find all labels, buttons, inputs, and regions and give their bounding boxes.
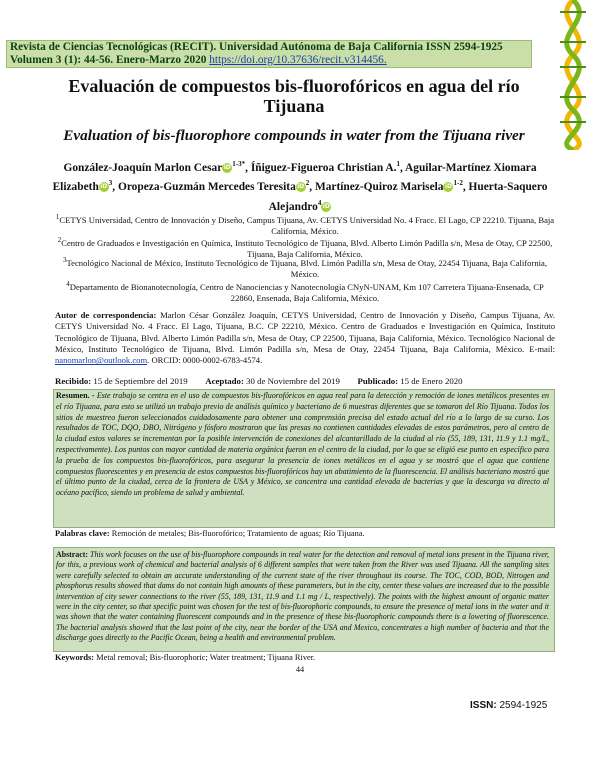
- email-link[interactable]: nanomarlon@outlook.com: [55, 355, 148, 366]
- author-3: , Aguilar-Martínez Xiomara Elizabeth: [52, 161, 537, 194]
- journal-header-line1: Revista de Ciencias Tecnológicas (RECIT). Universidad Autónoma de Baja California ISSN 2594-1925: [10, 41, 503, 53]
- dates-line: [55, 376, 555, 386]
- received-date: 15 de Septiembre del 2019: [91, 376, 188, 386]
- issn-value: 2594-1925: [496, 700, 548, 711]
- abstract-body: This work focuses on the use of bis-fluorophore compounds in real water for the detection and removal of metal ions present in the Tijuana river, for this, a previous work of chemical and bacterial analysis of 6 different samples that were taken from the River was used Tijuana. All the sampling sites were carefully selected to obtain an accurate understanding of the current state of the river throughout its course. The TOC, COD, BOD, Nitrogen and phosphorus results showed that dams do not contain high amounts of these parameters, but in the city, center these values are increased due to the possible intervention of city sewer connections to the river (55, 189, 131, 11.9 and 1.1 mg / L, respectively). The points with the highest amount of organic matter were in the city center, so that specific point was chosen for the test of bis-fluorophoric compounds, to ensure the presence of metal ions in the water and it was shown that the water containing fluorescent compounds and in the presence of these bis-fluorophoric compounds there is a lowering of fluorescence. The bacterial analysis showed that the last point of the city, near the border of the USA and Mexico, concentrates a high number of bacteria and that the discharge goes directly to the Pacific Ocean, being a health and environmental problem.: [56, 550, 549, 643]
- paper-subtitle: Evaluation of bis-fluorophore compounds in water from the Tijuana river: [63, 127, 525, 144]
- page-number: 44: [295, 665, 305, 674]
- accepted-date: 30 de Noviembre del 2019: [243, 376, 340, 386]
- affiliation-4: [55, 279, 555, 304]
- resumen-text: [56, 391, 549, 499]
- received-label: Recibido:: [55, 376, 92, 386]
- author-5: , Martínez-Quiroz Marisela: [309, 181, 444, 194]
- orcid-icon[interactable]: iD: [322, 202, 330, 210]
- affiliation-sup: 2: [57, 236, 62, 244]
- resumen-body: Este trabajo se centra en el uso de compuestos bis-fluorofóricos en agua real para la detección y remoción de iones metálicos presentes en el río Tijuana, para esto se utilizó un trabajo previo de análisis químico y bacteriano de 6 muestras diferentes que se tomaron del Río Tijuana. Todos los sitios de muestreo fueron seleccionados cuidadosamente para obtener una comprensión precisa del estado actual del río a lo largo de su curso. Los resultados de TOC, DQO, DBO, Nitrógeno y fósforo mostraron que las presas no contienen cantidades elevadas de estos parámetros, pero al centro de la ciudad estos valores se incrementan por la posible intervención de conexiones del alcantarillado de la ciudad al río (55, 189, 131, 11.9 y 1.1 mg/L, respectivamente). Los puntos con mayor cantidad de materia orgánica fueron en el centro de la ciudad, por lo que se eligió ese punto en específico para la prueba de los compuestos bis-fluorofóricos, para asegurar la presencia de iones metálicos en el agua y se mostró que el agua que contiene compuestos fluorescentes y en presencia de estos compuestos bis-fluorofóricos hay un abatimiento de la fluorescencia. El análisis bacteriano mostró que el último punto de la ciudad, cerca de la frontera de USA y México, se concentra una cantidad elevada de bacterias y que la descarga va directo al océano pacífico, siendo un problema de salud y ambiental.: [56, 391, 549, 498]
- published-date: 15 de Enero 2020: [398, 376, 463, 386]
- author-6: , Huerta-Saquero Alejandro: [268, 181, 548, 213]
- author-3-sup: 3: [108, 179, 113, 188]
- affiliation-text: Tecnológico Nacional de México, Instituto Tecnológico de Tijuana, Blvd. Limón Padilla s/n, Mesa de Otay, 22454 Tijuana, Baja California, México.: [66, 257, 547, 279]
- keywords: [55, 653, 555, 662]
- published-label: Publicado:: [357, 376, 399, 386]
- correspondence-text: Marlon César González Joaquín, CETYS Universidad, Centro de Innovación y Diseño, Campus Tijuana, Av. CETYS Universidad No. 4 Fracc. El Lago, Tijuana, B.C. CP 22210, México. Centro de Graduados e Investigación en Química, Instituto Tecnológico de Tijuana, Blvd. Alberto Limón Padilla s/n, Mesa de Otay, CP 22500, Tijuana, Baja California, México. Tecnológico Nacional de México, Instituto Tecnológico de Tijuana, Blvd. Limón Padilla s/n, Mesa de Otay, 22454 Tijuana, Baja California, México. E-mail:: [55, 310, 555, 354]
- affiliation-3: [55, 255, 555, 280]
- author-1: González-Joaquín Marlon Cesar: [63, 161, 223, 174]
- keywords-label: Keywords:: [55, 653, 95, 662]
- author-6-sup: 4: [317, 198, 322, 207]
- author-4: , Oropeza-Guzmán Mercedes Teresita: [112, 181, 296, 194]
- correspondence-block: [55, 310, 555, 366]
- dna-helix-logo: [546, 0, 600, 150]
- orcid-icon[interactable]: iD: [223, 164, 231, 172]
- author-list: [52, 157, 548, 215]
- affiliation-sup: 1: [55, 213, 60, 221]
- accepted-label: Aceptado:: [205, 376, 244, 386]
- palabras-label: Palabras clave:: [55, 529, 110, 538]
- abstract-text: [56, 550, 549, 644]
- author-4-sup: 2: [305, 179, 310, 188]
- abstract-label: Abstract:: [56, 550, 88, 559]
- correspondence-label: Autor de correspondencia:: [55, 310, 157, 320]
- doi-link[interactable]: https://doi.org/10.37636/recit.v314456.: [209, 54, 387, 66]
- paper-title: Evaluación de compuestos bis-fluorofóricos en agua del río Tijuana: [68, 76, 520, 116]
- affiliation-text: CETYS Universidad, Centro de Innovación y Diseño, Campus Tijuana, Av. CETYS Universidad No. 4 Fracc. El Lago, CP 22210. Tijuana, Baja California, México.: [59, 214, 555, 236]
- orcid-icon[interactable]: iD: [444, 183, 452, 191]
- volume-info: Volumen 3 (1): 44-56. Enero-Marzo 2020: [10, 54, 210, 66]
- affiliation-sup: 4: [66, 280, 70, 288]
- author-1-sup: 1-3*: [232, 160, 246, 168]
- journal-header-line2: [10, 54, 387, 66]
- resumen-label: Resumen. -: [56, 391, 95, 400]
- orcid-text: . ORCID: 0000-0002-6783-4574.: [147, 355, 263, 366]
- palabras-clave: [55, 529, 555, 538]
- affiliation-text: Departamento de Bionanotecnología, Centro de Nanociencias y Nanotecnología CNyN-UNAM, Km 107 Carretera Tijuana-Ensenada, CP 22860, Ensenada, Baja California, México.: [69, 281, 544, 303]
- palabras-text: Remoción de metales; Bis-fluorofórico; Tratamiento de aguas; Río Tijuana.: [109, 529, 365, 538]
- author-2: , Íñiguez-Figueroa Christian A.: [245, 161, 397, 174]
- author-5-sup: 1-2: [453, 179, 463, 188]
- issn-footer: [470, 700, 547, 711]
- affiliation-sup: 3: [63, 256, 67, 264]
- orcid-icon[interactable]: iD: [297, 183, 305, 191]
- affiliation-1: [55, 212, 555, 237]
- author-2-sup: 1: [396, 160, 400, 168]
- keywords-text: Metal removal; Bis-fluorophoric; Water treatment; Tijuana River.: [94, 653, 316, 662]
- affiliation-text: Centro de Graduados e Investigación en Química, Instituto Tecnológico de Tijuana, Blvd. Alberto Limón Padilla s/n, Mesa de Otay, CP 22500, Tijuana, Baja California, México.: [61, 237, 553, 259]
- orcid-icon[interactable]: iD: [100, 183, 108, 191]
- issn-label: ISSN:: [470, 700, 497, 711]
